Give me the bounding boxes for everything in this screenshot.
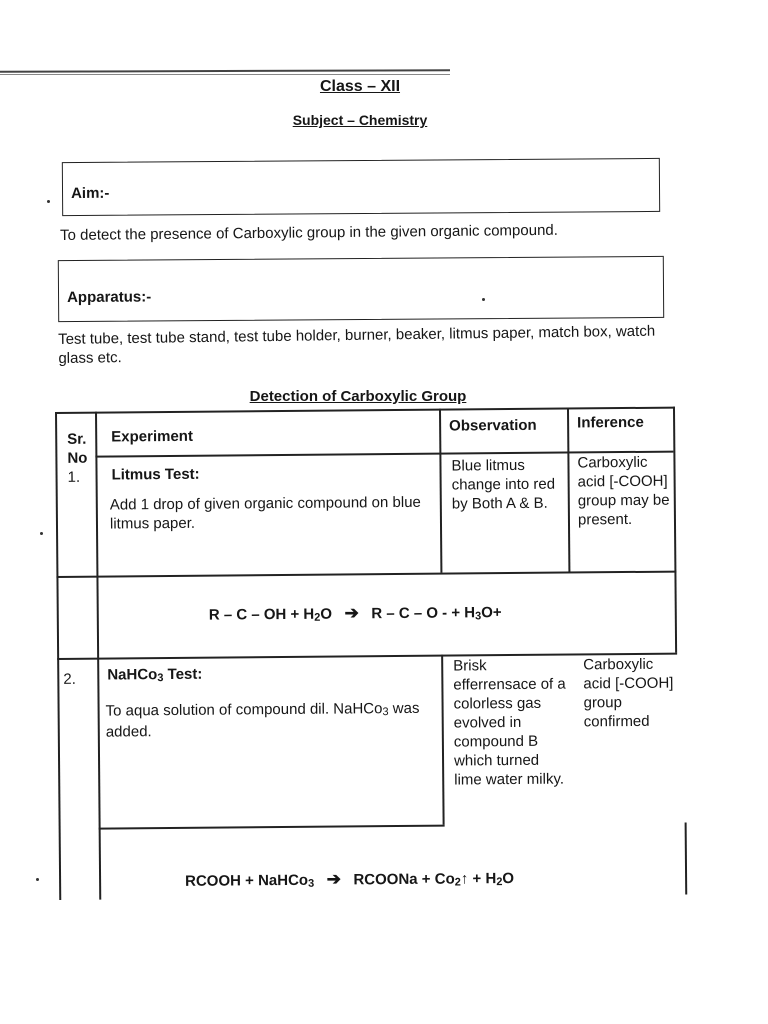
col-divider-observation bbox=[439, 409, 442, 573]
header-experiment: Experiment bbox=[111, 427, 193, 446]
aim-label: Aim:- bbox=[70, 184, 110, 203]
row1-equation: R – C – OH + $H_2O$ ➔ R – C – O - + $H_3O+$ bbox=[208, 603, 502, 624]
apparatus-box bbox=[58, 256, 664, 322]
header-sr-no: Sr. No bbox=[67, 430, 88, 467]
row2-test-name: NaHCo$_3$ Test: bbox=[107, 665, 203, 685]
row2-procedure: To aqua solution of compound dil. NaHCo$_3$ was added. bbox=[105, 699, 420, 741]
top-rule-secondary bbox=[0, 74, 450, 75]
header-inference: Inference bbox=[577, 413, 644, 432]
table-right-border-lower bbox=[685, 823, 688, 895]
row1-observation: Blue litmus change into red by Both A & B. bbox=[451, 456, 556, 513]
col-divider-inference bbox=[567, 408, 570, 572]
row1-procedure: Add 1 drop of given organic compound on blue litmus paper. bbox=[109, 493, 421, 533]
class-title: Class – XII bbox=[319, 78, 401, 95]
header-observation: Observation bbox=[449, 416, 537, 435]
scan-speck bbox=[36, 878, 39, 881]
aim-box bbox=[62, 158, 660, 216]
experiment-table bbox=[55, 407, 679, 900]
row1-test-name: Litmus Test: bbox=[111, 465, 200, 484]
aim-text: To detect the presence of Carboxylic group in the given organic compound. bbox=[60, 221, 558, 244]
row1-inference: Carboxylic acid [-COOH] group may be present. bbox=[577, 453, 670, 529]
scan-speck bbox=[482, 298, 485, 301]
col-divider-observation-row2 bbox=[441, 655, 444, 825]
col-divider-sr bbox=[95, 412, 101, 900]
row2-inference: Carboxylic acid [-COOH] group confirmed bbox=[583, 655, 674, 731]
table-left-border bbox=[55, 412, 61, 900]
top-rule bbox=[0, 69, 450, 73]
row2-sr: 2. bbox=[63, 670, 76, 688]
section-title: Detection of Carboxylic Group bbox=[249, 388, 467, 405]
row1-divider bbox=[56, 571, 676, 578]
row2-equation: RCOOH + NaHCo$_3$ ➔ RCOONa + $Co_2↑ + H_2O$ bbox=[185, 869, 515, 890]
table-right-border bbox=[673, 407, 677, 653]
apparatus-label: Apparatus:- bbox=[66, 288, 152, 307]
apparatus-text: Test tube, test tube stand, test tube holder, burner, beaker, litmus paper, match box, watch glass etc. bbox=[58, 322, 656, 367]
scan-speck bbox=[40, 532, 43, 535]
subject-title: Subject – Chemistry bbox=[292, 112, 428, 128]
row2-observation: Brisk efferrensace of a colorless gas evolved in compound B which turned lime water milky. bbox=[453, 657, 566, 789]
row2-divider bbox=[99, 825, 445, 830]
scan-speck bbox=[47, 200, 50, 203]
row1-sr: 1. bbox=[67, 468, 81, 486]
